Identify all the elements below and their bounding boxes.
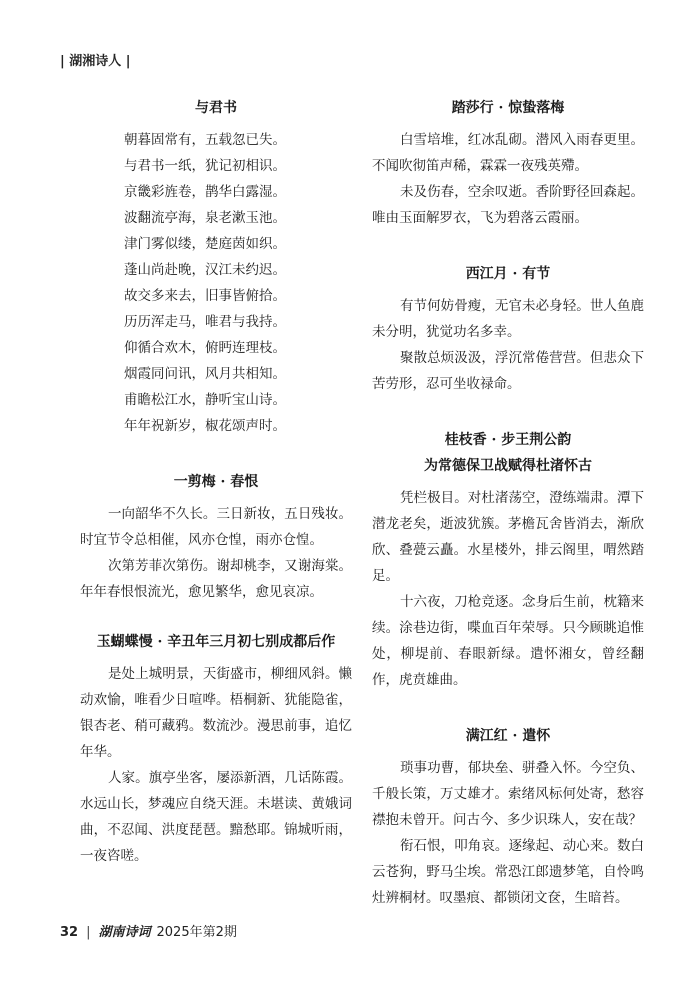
poem-man-jiang-hong xyxy=(372,723,644,911)
poem-yu-hu-die-man xyxy=(80,629,352,869)
poem-stanza: 人家。旗亭坐客，屡添新酒，几话陈霞。水远山长，梦魂应自绕天涯。未堪读、黄娥词曲，不忍闻、洪度琵琶。黯愁耶。锦城听雨，一夜咨嗟。 xyxy=(80,770,352,864)
poem-line: 烟霞同问讯，风月共相知。 xyxy=(124,366,286,382)
poem-line: 京畿彩旌卷，鹊华白露湿。 xyxy=(124,184,286,200)
poem-title: 满江红 · 遣怀 xyxy=(465,728,551,744)
poem-stanza: 次第芳菲次第伤。谢却桃李，又谢海棠。年年春恨恨流光，愈见繁华，愈见哀凉。 xyxy=(80,558,352,600)
poem-line: 朝暮固常有，五载忽已失。 xyxy=(124,132,286,148)
poem-title: 踏莎行 · 惊蛰落梅 xyxy=(451,100,565,116)
poem-stanza: 聚散总烦汲汲，浮沉常倦营营。但悲众下苦劳形，忍可坐收禄命。 xyxy=(372,350,644,392)
poem-stanza: 是处上城明景，天街盛市，柳细风斜。懒动欢愉，唯看少日喧哗。梧桐新、犹能隐雀，银杏老、稍可藏鸦。数流沙。漫思前事，追忆年华。 xyxy=(80,666,352,760)
poem-yu-jun-shu xyxy=(80,95,352,439)
poem-yi-jian-mei xyxy=(80,469,352,605)
poem-title: 一剪梅 · 春恨 xyxy=(173,474,259,490)
poem-stanza: 衔石恨，叩角哀。逐缘起、动心来。数白云苍狗，野马尘埃。常恐江郎遗梦笔，自怜鸣灶辨桐材。叹墨痕、都锁闭文奁，生暗苔。 xyxy=(372,838,644,906)
magazine-name: 湖南诗词 xyxy=(98,925,151,940)
poem-stanza: 白雪培堆，红冰乱砌。潜风入雨春更里。不闻吹彻笛声稀，霖霖一夜残英殢。 xyxy=(372,132,644,174)
left-column xyxy=(80,95,352,869)
poem-title: 桂枝香 · 步王荆公韵 xyxy=(444,432,572,448)
poem-ta-sha-xing xyxy=(372,95,644,231)
poem-stanza: 未及伤春，空余叹逝。香阶野径回森起。唯由玉面解罗衣，飞为碧落云霞丽。 xyxy=(372,184,644,226)
poem-line: 蓬山尚赴晚，汉江未约迟。 xyxy=(124,262,286,278)
poem-line: 故交多来去，旧事皆俯拾。 xyxy=(124,288,286,304)
poem-title: 玉蝴蝶慢 · 辛丑年三月初七别成都后作 xyxy=(96,634,336,650)
poem-line: 年年祝新岁，椒花颂声时。 xyxy=(124,418,286,434)
poem-xi-jiang-yue xyxy=(372,261,644,397)
poem-gui-zhi-xiang xyxy=(372,427,644,693)
poem-lines xyxy=(80,127,352,439)
right-column xyxy=(372,95,644,911)
poem-stanza: 琐事功曹，郁块垒、骈叠入怀。今空负、千般长策，万丈雄才。索绪风标何处寄，愁容襟抱未曾开。问古今、多少识珠人，安在哉？ xyxy=(372,760,644,828)
poem-title: 西江月 · 有节 xyxy=(465,266,551,282)
poem-line: 仰循合欢木，俯眄连理枝。 xyxy=(124,340,286,356)
poem-line: 与君书一纸，犹记初相识。 xyxy=(124,158,286,174)
page-footer xyxy=(60,921,237,940)
poem-subtitle: 为常德保卫战赋得杜渚怀古 xyxy=(424,458,592,474)
poem-line: 历历浑走马，唯君与我持。 xyxy=(124,314,286,330)
poem-line: 波翻流亭海，泉老漱玉池。 xyxy=(124,210,286,226)
poem-stanza: 凭栏极目。对杜渚荡空，澄练端肃。潭下潜龙老矣，逝波犹簇。茅檐瓦舍皆消去，渐欣欣、叠甍云矗。水星楼外，排云阁里，喟然踏足。 xyxy=(372,490,644,584)
poem-title: 与君书 xyxy=(195,100,237,116)
page-number: 32 xyxy=(60,925,79,940)
poem-stanza: 有节何妨骨瘦，无官未必身轻。世人鱼鹿未分明，犹觉功名多幸。 xyxy=(372,298,644,340)
issue-label: 2025年第2期 xyxy=(156,925,237,940)
poem-stanza: 一向韶华不久长。三日新妆，五日残妆。时宜节令总相催，风亦仓惶，雨亦仓惶。 xyxy=(80,506,352,548)
poem-stanza: 十六夜，刀枪竞逐。念身后生前，枕籍来续。涂巷边街，喋血百年荣辱。只今顾眺追惟处，柳堤前、春眼新绿。遣怀湘女，曾经翻作，虎贲雄曲。 xyxy=(372,594,644,688)
poem-line: 甫瞻松江水，静听宝山诗。 xyxy=(124,392,286,408)
running-head: | 湖湘诗人 | xyxy=(60,54,131,69)
footer-separator: | xyxy=(86,925,91,940)
poem-line: 津门雾似缕，楚庭茵如织。 xyxy=(124,236,286,252)
